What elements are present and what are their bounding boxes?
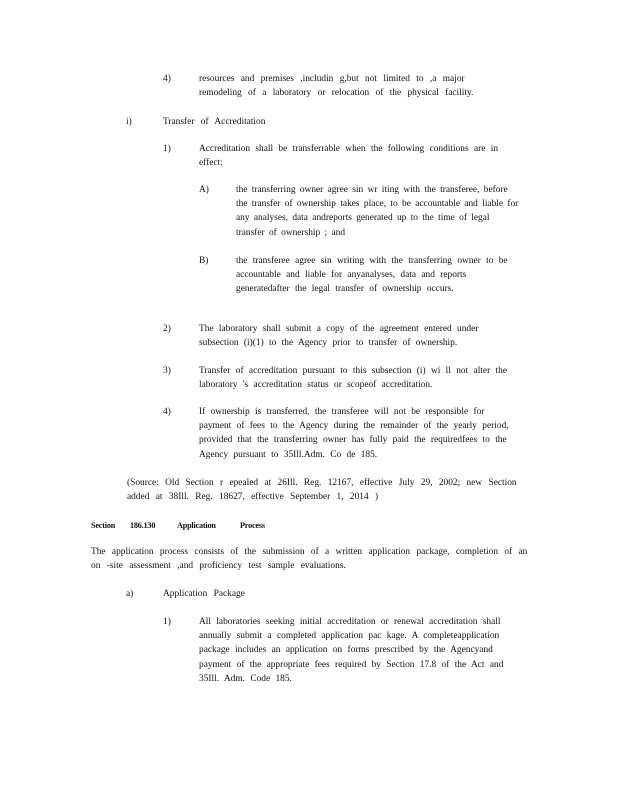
item-text: All laboratories seeking initial accreditation or renewal accreditation shall annually submit a completed application pac kage. A completeapplication package includes an application on forms prescribed by the Agencyand payment of the appropriate fees required by Section 17.8 of the Act and 35Ill. Adm. Code 185.: [199, 617, 504, 684]
item-label: 1): [163, 144, 171, 154]
clause-text: the transferring owner agree sin wr iting with the transferee, before the transfer of ownership takes place, to be accountable and liable for any analyses, data andreports generated up to the time of legal transfer of ownership ; and: [236, 185, 519, 238]
subsection-label: i): [126, 117, 132, 127]
item-text: resources and premises ,includin g,but not limited to ,a major remodeling of a laboratory or relocation of the physical facility.: [199, 74, 474, 99]
section-title-part: Application: [177, 521, 216, 530]
section-word: Section: [91, 521, 116, 530]
clause-text: the transferee agree sin writing with the transferring owner to be accountable and liable for anyanalyses, data and reports generatedafter the legal transfer of ownership occurs.: [236, 256, 508, 295]
source-note: (Source: Old Section r epealed at 26Ill. Reg. 12167, effective July 29, 2002; new Section added at 38Ill. Reg. 18627, effective September 1, 2014 ): [127, 478, 517, 503]
subsection-title: Application Package: [163, 589, 245, 599]
item-text: Transfer of accreditation pursuant to this subsection (i) wi ll not alter the laboratory 's accreditation status or scopeof accreditation.: [199, 366, 507, 391]
item-text: If ownership is transferred, the transferee will not be responsible for payment of fees to the Agency during the remainder of the yearly period, provided that the transferring owner has fully paid the requiredfees to the Agency pursuant to 35Ill.Adm. Co de 185.: [199, 407, 509, 460]
subsection-label: a): [126, 589, 134, 599]
item-label: 2): [163, 324, 171, 334]
item-text: The laboratory shall submit a copy of the agreement entered under subsection (i)(1) to the Agency prior to transfer of ownership.: [199, 324, 479, 349]
clause-label: B): [199, 256, 209, 266]
section-number: 186.130: [130, 521, 156, 530]
clause-label: A): [199, 185, 209, 195]
item-label: 3): [163, 366, 171, 376]
intro-paragraph: The application process consists of the submission of a written application package, completion of an on -site assessment ,and proficiency test sample evaluations.: [91, 547, 528, 572]
item-text: Accreditation shall be transferrable when the following conditions are in effect:: [199, 144, 499, 169]
item-label: 4): [163, 407, 171, 417]
item-label: 4): [163, 74, 171, 84]
item-label: 1): [163, 617, 171, 627]
subsection-title: Transfer of Accreditation: [163, 117, 266, 127]
section-title-part: Process: [240, 521, 265, 530]
section-heading: [0, 521, 618, 533]
